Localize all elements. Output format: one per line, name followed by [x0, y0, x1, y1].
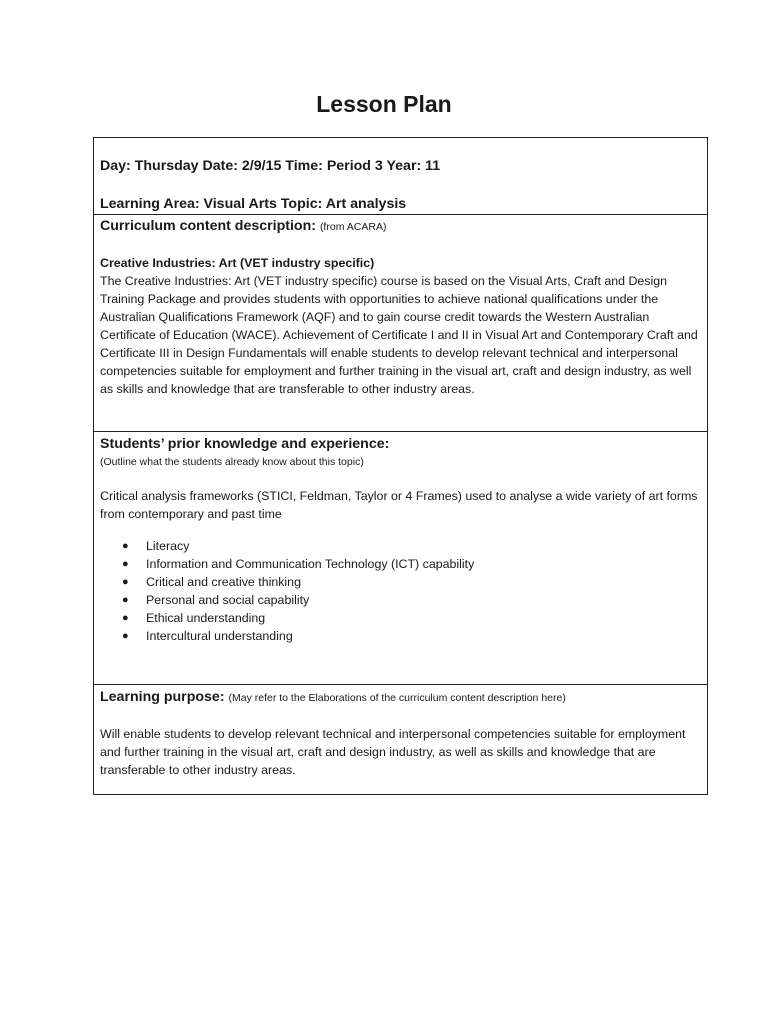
lesson-plan-table [93, 137, 708, 795]
bullet-icon: ● [122, 612, 129, 624]
capabilities-list [100, 537, 701, 645]
list-item: ● Intercultural understanding [122, 629, 293, 643]
learning-purpose-note: (May refer to the Elaborations of the curriculum content description here) [228, 692, 566, 704]
learning-area-topic-line: Learning Area: Visual Arts Topic: Art analysis [100, 196, 407, 212]
bullet-icon: ● [122, 558, 129, 570]
lesson-details-cell [94, 138, 707, 215]
learning-purpose-cell [94, 685, 707, 794]
curriculum-subheading: Creative Industries: Art (VET industry specific) [100, 256, 375, 270]
prior-knowledge-body: Critical analysis frameworks (STICI, Feldman, Taylor or 4 Frames) used to analyse a wide variety of art forms from contemporary and past time [100, 489, 698, 521]
prior-knowledge-heading: Students’ prior knowledge and experience: [100, 436, 390, 452]
learning-purpose-heading-text: Learning purpose: [100, 689, 225, 705]
curriculum-note: (from ACARA) [319, 221, 387, 233]
curriculum-cell [94, 215, 707, 432]
prior-knowledge-note: (Outline what the students already know about this topic) [100, 456, 364, 468]
curriculum-heading [100, 216, 701, 237]
bullet-icon: ● [122, 594, 129, 606]
list-item: ● Ethical understanding [122, 611, 266, 625]
learning-purpose-heading [100, 687, 701, 708]
day-date-time-line: Day: Thursday Date: 2/9/15 Time: Period 3 Year: 11 [100, 158, 441, 174]
curriculum-heading-text: Curriculum content description: [100, 218, 316, 234]
list-item: ● Personal and social capability [122, 593, 310, 607]
curriculum-body: The Creative Industries: Art (VET industry specific) course is based on the Visual Arts, Craft and Design Training Package and provides students with opportunities to achieve national qualifications under the Australian Qualifications Framework (AQF) and to gain course credit towards the Western Australian Certificate of Education (WACE). Achievement of Certificate I and II in Visual Art and Contemporary Craft and Certificate III in Design Fundamentals will enable students to develop relevant technical and interpersonal competencies suitable for employment and further training in the visual art, craft and design industry, as well as skills and knowledge that are transferable to other industry areas. [100, 274, 698, 396]
list-item: ● Information and Communication Technology (ICT) capability [122, 557, 475, 571]
list-item: ● Literacy [122, 539, 190, 553]
prior-knowledge-cell [94, 432, 707, 685]
bullet-icon: ● [122, 630, 129, 642]
learning-purpose-body: Will enable students to develop relevant technical and interpersonal competencies suitable for employment and further training in the visual art, craft and design industry, as well as skills and knowledge that are transferable to other industry areas. [100, 727, 686, 777]
bullet-icon: ● [122, 576, 129, 588]
list-item: ● Critical and creative thinking [122, 575, 301, 589]
bullet-icon: ● [122, 540, 129, 552]
page-title: Lesson Plan [316, 91, 452, 117]
